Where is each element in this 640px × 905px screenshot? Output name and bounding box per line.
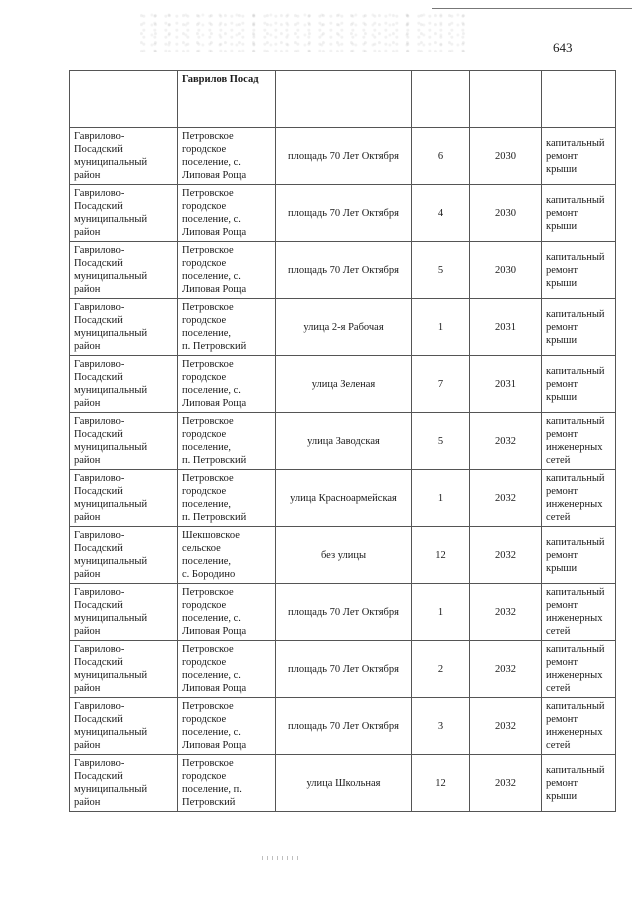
table-row — [70, 755, 616, 812]
district-cell: Гаврилово- Посадский муниципальный район — [70, 527, 178, 584]
table-row — [70, 185, 616, 242]
district-cell: Гаврилово- Посадский муниципальный район — [70, 698, 178, 755]
year-cell: 2030 — [470, 242, 542, 299]
house-cell: 12 — [412, 527, 470, 584]
table-row — [70, 299, 616, 356]
house-cell: 1 — [412, 299, 470, 356]
work-cell: капитальный ремонт крыши — [542, 185, 616, 242]
work-cell: капитальный ремонт крыши — [542, 356, 616, 413]
street-cell: улица Заводская — [276, 413, 412, 470]
house-cell: 12 — [412, 755, 470, 812]
settlement-cell: Шекшовское сельское поселение, с. Бородино — [178, 527, 276, 584]
table-row — [70, 128, 616, 185]
district-cell — [70, 71, 178, 128]
district-cell: Гаврилово- Посадский муниципальный район — [70, 299, 178, 356]
work-cell: капитальный ремонт крыши — [542, 527, 616, 584]
street-cell: площадь 70 Лет Октября — [276, 185, 412, 242]
settlement-cell: Петровское городское поселение, с. Липовая Роща — [178, 242, 276, 299]
settlement-cell: Петровское городское поселение, с. Липовая Роща — [178, 356, 276, 413]
year-cell: 2031 — [470, 299, 542, 356]
table-row — [70, 698, 616, 755]
district-cell: Гаврилово- Посадский муниципальный район — [70, 356, 178, 413]
settlement-cell: Петровское городское поселение, п. Петровский — [178, 299, 276, 356]
settlement-cell: Петровское городское поселение, с. Липовая Роща — [178, 641, 276, 698]
table-row — [70, 641, 616, 698]
street-cell: улица Школьная — [276, 755, 412, 812]
year-cell: 2032 — [470, 698, 542, 755]
table-row — [70, 527, 616, 584]
house-cell: 1 — [412, 470, 470, 527]
street-cell: улица Красноармейская — [276, 470, 412, 527]
district-cell: Гаврилово- Посадский муниципальный район — [70, 242, 178, 299]
work-cell: капитальный ремонт инженерных сетей — [542, 413, 616, 470]
district-cell: Гаврилово- Посадский муниципальный район — [70, 755, 178, 812]
housing-repair-table — [69, 70, 616, 812]
work-cell: капитальный ремонт крыши — [542, 128, 616, 185]
page-number: 643 — [553, 40, 573, 55]
street-cell — [276, 71, 412, 128]
house-cell: 5 — [412, 413, 470, 470]
work-cell: капитальный ремонт крыши — [542, 755, 616, 812]
work-cell: капитальный ремонт инженерных сетей — [542, 584, 616, 641]
year-cell: 2032 — [470, 755, 542, 812]
settlement-cell: Петровское городское поселение, с. Липовая Роща — [178, 128, 276, 185]
street-cell: площадь 70 Лет Октября — [276, 128, 412, 185]
house-cell: 3 — [412, 698, 470, 755]
house-cell: 1 — [412, 584, 470, 641]
house-cell: 7 — [412, 356, 470, 413]
work-cell: капитальный ремонт инженерных сетей — [542, 641, 616, 698]
year-cell: 2032 — [470, 413, 542, 470]
scan-noise — [140, 12, 470, 52]
house-cell: 4 — [412, 185, 470, 242]
street-cell: улица Зеленая — [276, 356, 412, 413]
street-cell: без улицы — [276, 527, 412, 584]
street-cell: площадь 70 Лет Октября — [276, 698, 412, 755]
settlement-cell: Гаврилов Посад — [178, 71, 276, 128]
scan-marks — [262, 856, 302, 860]
year-cell — [470, 71, 542, 128]
house-cell: 6 — [412, 128, 470, 185]
district-cell: Гаврилово- Посадский муниципальный район — [70, 128, 178, 185]
top-rule — [432, 8, 632, 9]
district-cell: Гаврилово- Посадский муниципальный район — [70, 185, 178, 242]
house-cell — [412, 71, 470, 128]
street-cell: площадь 70 Лет Октября — [276, 584, 412, 641]
year-cell: 2031 — [470, 356, 542, 413]
table-row — [70, 584, 616, 641]
district-cell: Гаврилово- Посадский муниципальный район — [70, 641, 178, 698]
settlement-cell: Петровское городское поселение, п. Петровский — [178, 413, 276, 470]
settlement-cell: Петровское городское поселение, с. Липовая Роща — [178, 584, 276, 641]
table-row — [70, 470, 616, 527]
work-cell: капитальный ремонт крыши — [542, 299, 616, 356]
settlement-cell: Петровское городское поселение, п. Петровский — [178, 755, 276, 812]
street-cell: площадь 70 Лет Октября — [276, 641, 412, 698]
settlement-cell: Петровское городское поселение, п. Петровский — [178, 470, 276, 527]
year-cell: 2032 — [470, 584, 542, 641]
district-cell: Гаврилово- Посадский муниципальный район — [70, 470, 178, 527]
work-cell: капитальный ремонт инженерных сетей — [542, 470, 616, 527]
year-cell: 2030 — [470, 128, 542, 185]
settlement-cell: Петровское городское поселение, с. Липовая Роща — [178, 698, 276, 755]
year-cell: 2032 — [470, 641, 542, 698]
district-cell: Гаврилово- Посадский муниципальный район — [70, 584, 178, 641]
work-cell: капитальный ремонт крыши — [542, 242, 616, 299]
house-cell: 5 — [412, 242, 470, 299]
house-cell: 2 — [412, 641, 470, 698]
district-cell: Гаврилово- Посадский муниципальный район — [70, 413, 178, 470]
table-row — [70, 413, 616, 470]
table-row-continuation — [70, 71, 616, 128]
street-cell: улица 2-я Рабочая — [276, 299, 412, 356]
settlement-cell: Петровское городское поселение, с. Липовая Роща — [178, 185, 276, 242]
table-row — [70, 242, 616, 299]
work-cell: капитальный ремонт инженерных сетей — [542, 698, 616, 755]
table-row — [70, 356, 616, 413]
street-cell: площадь 70 Лет Октября — [276, 242, 412, 299]
work-cell — [542, 71, 616, 128]
year-cell: 2032 — [470, 470, 542, 527]
year-cell: 2032 — [470, 527, 542, 584]
year-cell: 2030 — [470, 185, 542, 242]
